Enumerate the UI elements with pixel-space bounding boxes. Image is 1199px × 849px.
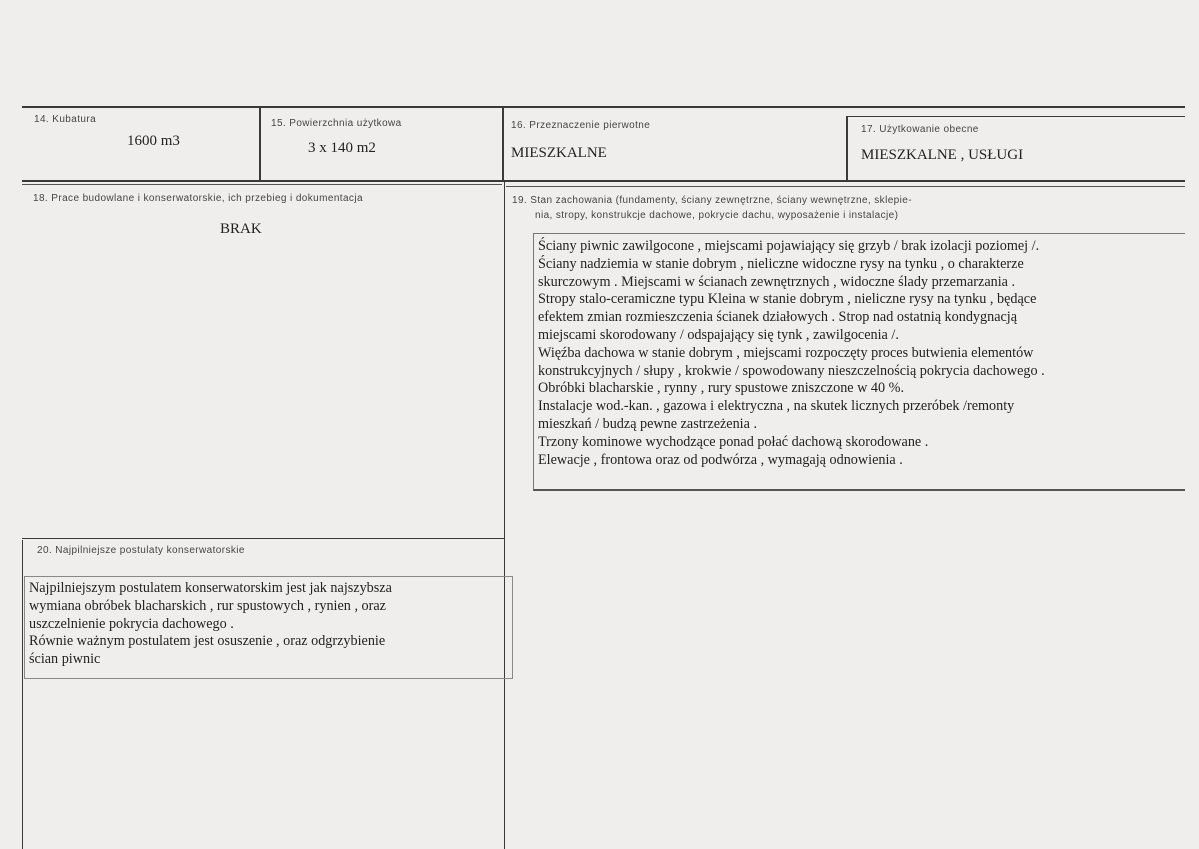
stan-line: Stropy stalo-ceramiczne typu Kleina w stanie dobrym , nieliczne rysy na tynku , będące (538, 291, 1037, 308)
top-rule (22, 106, 1185, 108)
stan-line: miejscami skorodowany / odspajający się tynk , zawilgocenia /. (538, 326, 899, 343)
divider-14-15 (259, 106, 261, 182)
uzytkowanie-value: MIESZKALNE , USŁUGI (861, 147, 1024, 163)
row1-bottom-rule (22, 180, 1185, 182)
postulaty-line: wymiana obróbek blacharskich , rur spustowych , rynien , oraz (29, 597, 386, 614)
postulaty-label: 20. Najpilniejsze postulaty konserwatorskie (37, 545, 245, 556)
prace-label: 18. Prace budowlane i konserwatorskie, ich przebieg i dokumentacja (33, 193, 363, 204)
postulaty-top-rule (22, 538, 504, 539)
stan-line: Elewacje , frontowa oraz od podwórza , wymagają odnowienia . (538, 451, 903, 468)
stan-line: Trzony kominowe wychodzące ponad połać dachową skorodowane . (538, 433, 929, 450)
powierzchnia-label: 15. Powierzchnia użytkowa (271, 118, 402, 129)
divider-15-16 (502, 106, 504, 182)
stan-line: efektem zmian rozmieszczenia ścianek działowych . Strop nad ostatnią kondygnacją (538, 309, 1018, 326)
powierzchnia-value: 3 x 140 m2 (308, 140, 376, 156)
row2-top-rule-right (506, 186, 1185, 187)
kubatura-value: 1600 m3 (127, 133, 180, 149)
postulaty-line: Najpilniejszym postulatem konserwatorskim jest jak najszybsza (29, 580, 392, 596)
stan-line: Ściany nadziemia w stanie dobrym , nieliczne widoczne rysy na tynku , o charakterze (538, 255, 1024, 272)
przeznaczenie-value: MIESZKALNE (511, 145, 607, 161)
divider-16-17 (846, 116, 848, 182)
postulaty-line: uszczelnienie pokrycia dachowego . (29, 615, 234, 632)
stan-line: Więźba dachowa w stanie dobrym , miejscami rozpoczęty proces butwienia elementów (538, 344, 1034, 361)
stan-line: skurczowym . Miejscami w ścianach zewnętrznych , widoczne ślady przemarzania . (538, 273, 1016, 290)
stan-line: Instalacje wod.-kan. , gazowa i elektryczna , na skutek licznych przeróbek /remonty (538, 398, 1015, 415)
left-edge (22, 540, 23, 849)
stan-line: Obróbki blacharskie , rynny , rury spustowe zniszczone w 40 %. (538, 380, 905, 397)
stan-line: Ściany piwnic zawilgocone , miejscami pojawiający się grzyb / brak izolacji poziomej /. (538, 238, 1040, 254)
row2-top-rule (22, 184, 502, 185)
stan-label-line1: 19. Stan zachowania (fundamenty, ściany zewnętrzne, ściany wewnętrzne, sklepie- (512, 195, 912, 206)
main-column-divider (504, 182, 505, 849)
prace-value: BRAK (220, 221, 262, 237)
postulaty-line: Równie ważnym postulatem jest osuszenie , oraz odgrzybienie (29, 633, 386, 650)
stan-text (538, 238, 1045, 469)
stan-line: mieszkań / budzą pewne zastrzeżenia . (538, 415, 758, 432)
uzytkowanie-label: 17. Użytkowanie obecne (861, 124, 979, 135)
stan-label-line2: nia, stropy, konstrukcje dachowe, pokrycie dachu, wyposażenie i instalacje) (535, 210, 899, 221)
postulaty-text (29, 580, 392, 669)
przeznaczenie-label: 16. Przeznaczenie pierwotne (511, 120, 651, 131)
kubatura-label: 14. Kubatura (34, 114, 97, 125)
stan-line: konstrukcyjnych / słupy , krokwie / spowodowany nieszczelnością pokrycia dachowego . (538, 362, 1045, 379)
postulaty-line: ścian piwnic (29, 651, 101, 668)
top-rule-right (846, 116, 1185, 117)
